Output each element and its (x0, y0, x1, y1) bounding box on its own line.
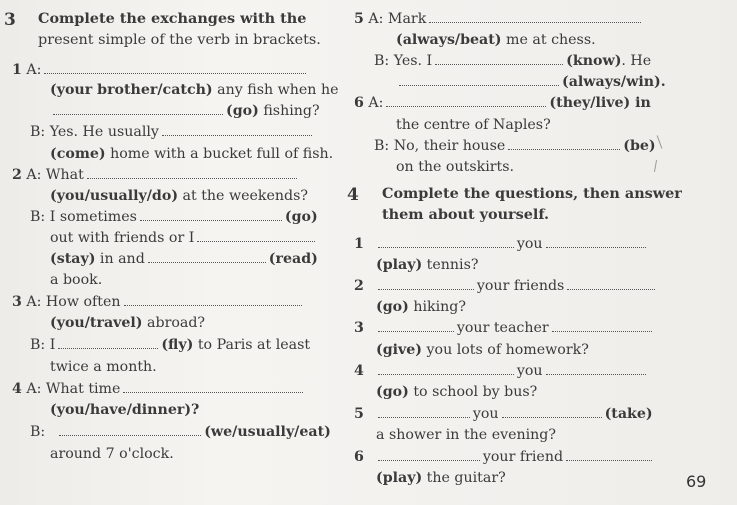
answer-blank[interactable] (429, 20, 641, 23)
answer-blank[interactable] (378, 287, 474, 290)
item-4-line-4: around 7 o'clock. (50, 446, 174, 462)
item-3-line-a: 3 A: How often (12, 293, 305, 311)
item-3-line-b: B: I (fly) to Paris at least (30, 337, 311, 353)
item-6-line-2: the centre of Naples? (396, 117, 551, 133)
answer-blank[interactable] (378, 329, 454, 332)
answer-blank[interactable] (59, 433, 201, 436)
answer-blank[interactable] (53, 112, 223, 115)
item-6-line-a: 6 A: (they/live) in (354, 95, 651, 111)
answer-blank[interactable] (44, 71, 306, 74)
item-3-line-2: (you/travel) abroad? (50, 315, 206, 331)
item-2-line-5: (stay) in and (read) (50, 251, 318, 267)
answer-blank[interactable] (566, 458, 652, 461)
exercise-heading: present simple of the verb in brackets. (38, 32, 321, 48)
item-4-line-b: B: (we/usually/eat) (30, 424, 331, 440)
question-2-line-2: (go) hiking? (376, 299, 466, 315)
answer-blank[interactable] (378, 458, 480, 461)
item-1-line-3: (go) fishing? (50, 102, 320, 120)
answer-blank[interactable] (87, 176, 297, 179)
answer-blank[interactable] (378, 372, 514, 375)
answer-blank[interactable] (399, 83, 559, 86)
exercise-heading: Complete the exchanges with the (38, 10, 307, 27)
item-5-line-2: (always/beat) me at chess. (396, 32, 596, 48)
answer-blank[interactable] (546, 245, 646, 248)
item-2-line-b: B: I sometimes (go) (30, 209, 318, 225)
pencil-mark (654, 160, 657, 172)
answer-blank[interactable] (378, 415, 470, 418)
page-number: 69 (686, 472, 707, 491)
question-4-line-1: 4 you (354, 362, 649, 380)
answer-blank[interactable] (123, 390, 303, 393)
item-6-line-b: B: No, their house (be) (374, 138, 656, 154)
answer-blank[interactable] (162, 133, 312, 136)
answer-blank[interactable] (197, 239, 315, 242)
item-1-line-2: (your brother/catch) any fish when he (50, 82, 339, 98)
item-2-line-2: (you/usually/do) at the weekends? (50, 188, 308, 204)
question-3-line-1: 3 your teacher (354, 319, 655, 337)
question-6-line-2: (play) the guitar? (376, 470, 506, 486)
question-5-line-1: 5 you (take) (354, 406, 653, 422)
answer-blank[interactable] (552, 329, 652, 332)
answer-blank[interactable] (124, 303, 302, 306)
answer-blank[interactable] (435, 62, 563, 65)
item-2-line-6: a book. (50, 272, 103, 288)
item-4-line-a: 4 A: What time (12, 380, 306, 398)
question-5-line-2: a shower in the evening? (376, 427, 556, 443)
answer-blank[interactable] (508, 147, 620, 150)
exercise-heading: Complete the questions, then answer (382, 185, 682, 202)
item-2-line-a: 2 A: What (12, 166, 300, 184)
exercise-number: 3 (4, 10, 16, 30)
item-4-line-2: (you/have/dinner)? (50, 402, 200, 418)
item-6-line-4: on the outskirts. (396, 159, 515, 175)
question-6-line-1: 6 your friend (354, 448, 655, 466)
answer-blank[interactable] (58, 346, 158, 349)
question-1-line-1: 1 you (354, 235, 649, 253)
question-2-line-1: 2 your friends (354, 277, 658, 295)
exercise-number: 4 (347, 185, 359, 205)
item-2-line-4: out with friends or I (50, 229, 318, 247)
item-5-line-a: 5 A: Mark (354, 10, 644, 28)
item-3-line-4: twice a month. (50, 359, 157, 375)
pencil-mark (657, 135, 663, 148)
answer-blank[interactable] (140, 218, 282, 221)
question-1-line-2: (play) tennis? (376, 257, 479, 273)
item-1-line-a: 1 A: (12, 61, 309, 79)
item-5-line-b: B: Yes. I (know). He (374, 53, 652, 69)
question-4-line-2: (go) to school by bus? (376, 384, 538, 400)
exercise-heading: them about yourself. (382, 206, 550, 223)
item-5-line-4: (always/win). (396, 73, 666, 91)
answer-blank[interactable] (148, 260, 266, 263)
answer-blank[interactable] (502, 415, 602, 418)
answer-blank[interactable] (567, 287, 655, 290)
answer-blank[interactable] (386, 104, 546, 107)
item-1-line-5: (come) home with a bucket full of fish. (50, 146, 334, 162)
item-1-line-b: B: Yes. He usually (30, 123, 315, 141)
question-3-line-2: (give) you lots of homework? (376, 342, 589, 358)
answer-blank[interactable] (546, 372, 646, 375)
answer-blank[interactable] (378, 245, 514, 248)
